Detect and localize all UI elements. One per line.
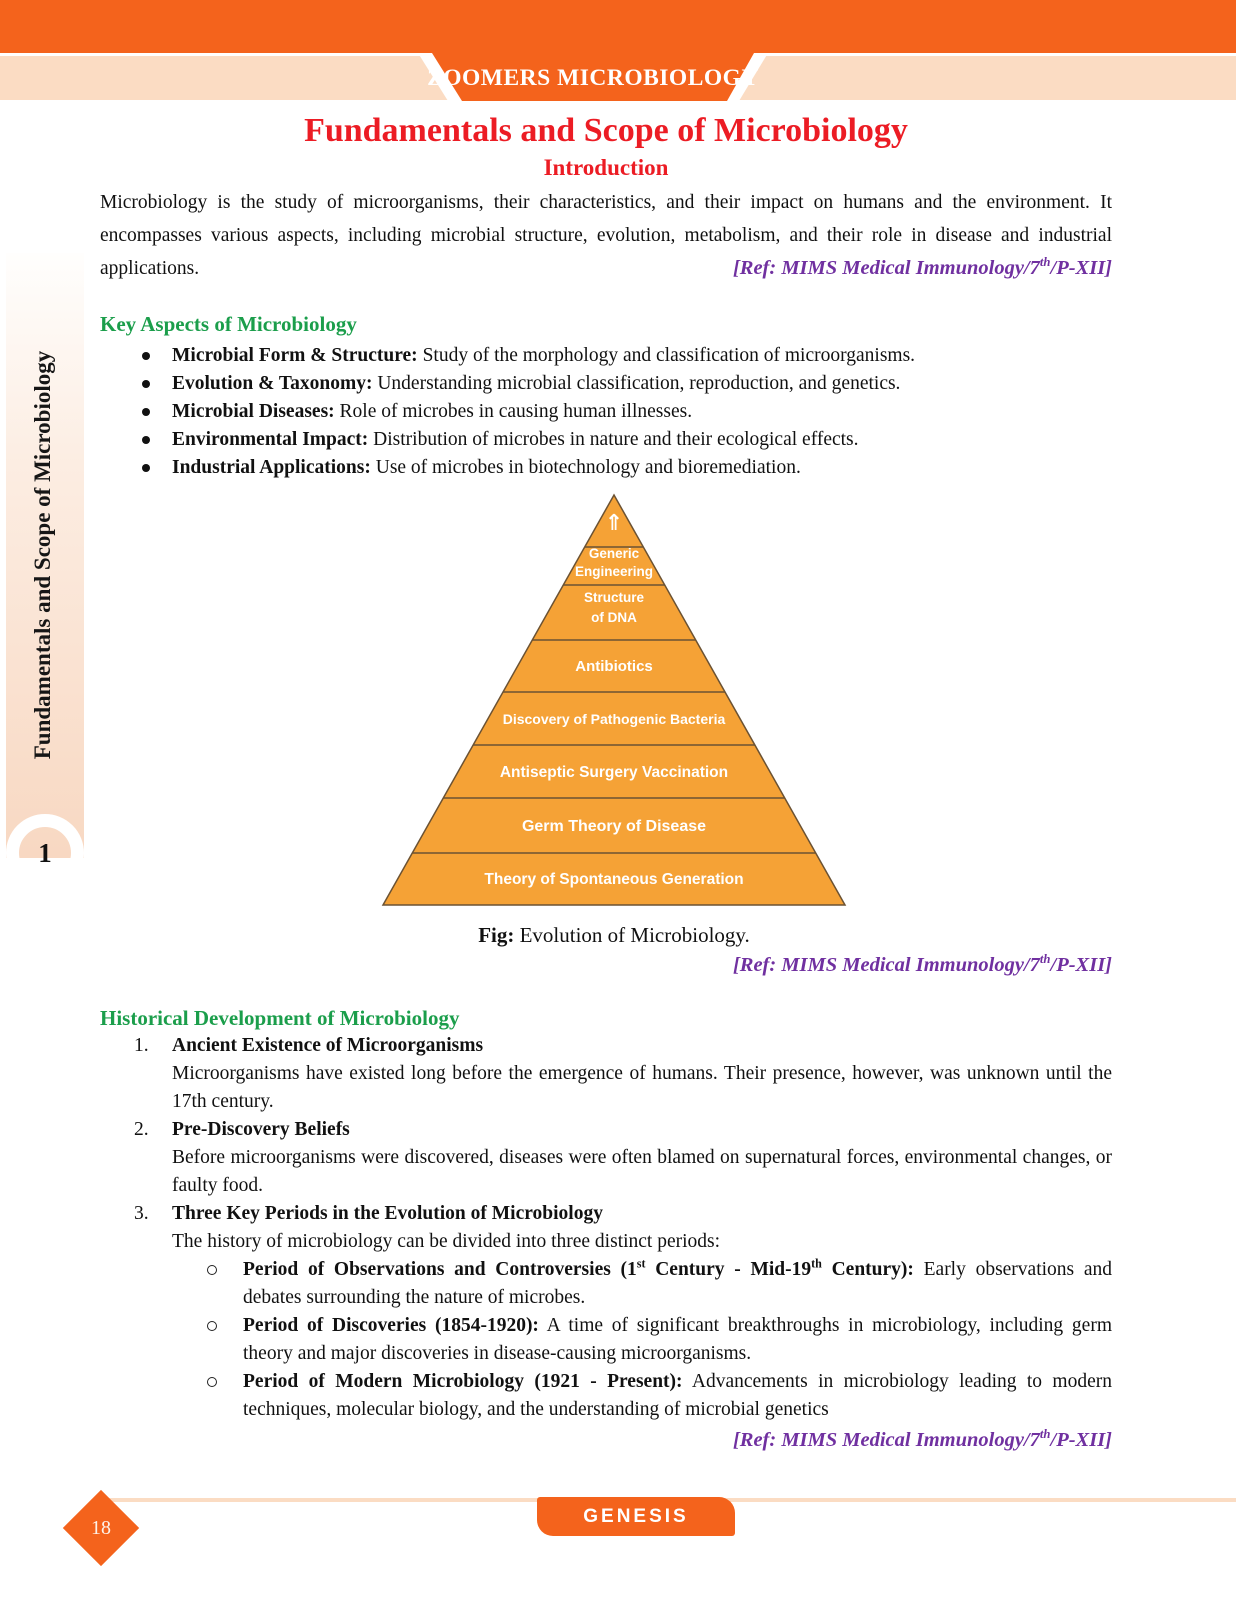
pyramid-level-label: Antiseptic Surgery Vaccination [499,764,729,781]
header-banner [405,53,785,101]
sub-item-label: Period of Discoveries (1854-1920): [243,1315,539,1336]
key-aspects-heading: Key Aspects of Microbiology [100,312,357,336]
item-number: 3. [134,1203,149,1224]
key-aspect-label: Microbial Diseases: [172,401,335,422]
sub-item-text: Early observations and debates surrounding the nature of microbes. [243,1259,1112,1308]
main-content [100,108,1112,1454]
key-aspect-item [100,426,1112,454]
pyramid-level-label: Structure of DNA [583,590,645,625]
sub-item-text: Advancements in microbiology leading to modern techniques, molecular biology, and the understanding of microbial genetics [243,1371,1112,1420]
section-introduction-heading: Introduction [543,155,669,180]
figure-caption-label: Fig: [478,923,515,947]
sub-bullet-item [100,1368,1112,1424]
key-aspect-text: Role of microbes in causing human illnesses. [339,401,693,422]
numbered-item [100,1200,1112,1424]
page-number-diamond [63,1490,139,1566]
key-aspect-text: Study of the morphology and classification of microorganisms. [422,345,916,366]
reference-citation: [Ref: MIMS Medical Immunology/7th/P-XII] [732,255,1112,279]
sub-bullet-item [100,1312,1112,1368]
sidebar-chapter-number: 1 [38,838,52,868]
sidebar-chapter-title: Fundamentals and Scope of Microbiology [30,350,55,760]
pyramid-level-label: Germ Theory of Disease [521,818,707,835]
circle-bullet-icon [207,1377,217,1387]
pyramid-level-label: Antibiotics [575,658,653,675]
numbered-item [100,1116,1112,1200]
numbered-item [100,1032,1112,1116]
item-number: 1. [134,1035,149,1056]
item-body: Microorganisms have existed long before the emergence of humans. Their presence, however, was unknown until the 17th century. [172,1063,1112,1112]
brand-badge: GENESIS [537,1497,735,1536]
reference-citation: [Ref: MIMS Medical Immunology/7th/P-XII] [732,952,1112,976]
sub-item-text: A time of significant breakthroughs in microbiology, including germ theory and major discoveries in disease-causing microorganisms. [243,1315,1112,1364]
key-aspect-item [100,370,1112,398]
sub-item-label: Period of Modern Microbiology (1921 - Present): [243,1371,683,1392]
sub-bullet-item [100,1256,1112,1312]
pyramid-level-label: Discovery of Pathogenic Bacteria [502,711,726,727]
page-number: 18 [91,1517,111,1539]
key-aspect-text: Distribution of microbes in nature and their ecological effects. [373,429,859,450]
bullet-icon [142,352,150,360]
sub-item-label: Period of Observations and Controversies (1st Century - Mid-19th Century): [243,1256,914,1280]
pyramid-level-label: Generic Engineering [574,546,654,579]
pyramid-level-label: Theory of Spontaneous Generation [484,871,744,888]
key-aspect-item [100,342,1112,370]
item-title: Three Key Periods in the Evolution of Microbiology [172,1203,603,1224]
figure-caption [379,921,849,949]
item-body: The history of microbiology can be divided into three distinct periods: [172,1231,721,1252]
key-aspect-label: Environmental Impact: [172,429,369,450]
bullet-icon [142,408,150,416]
bullet-icon [142,464,150,472]
key-aspects-list [100,342,1112,482]
reference-citation: [Ref: MIMS Medical Immunology/7th/P-XII] [732,1427,1112,1451]
key-aspect-text: Understanding microbial classification, reproduction, and genetics. [377,373,901,394]
evolution-pyramid-figure [379,490,849,913]
item-title: Ancient Existence of Microorganisms [172,1035,484,1056]
key-aspect-item [100,398,1112,426]
circle-bullet-icon [207,1321,217,1331]
intro-paragraph: Microbiology is the study of microorganisms, their characteristics, and their impact on humans and the environment. It encompasses various aspects, including microbial structure, evolution, metabolism, and their role in disease and industrial applications. [100,192,1112,279]
page-title: Fundamentals and Scope of Microbiology [304,112,908,149]
item-number: 2. [134,1119,149,1140]
key-aspect-label: Industrial Applications: [172,457,371,478]
figure-caption-text: Evolution of Microbiology. [519,923,750,947]
bullet-icon [142,380,150,388]
key-aspect-label: Evolution & Taxonomy: [172,373,373,394]
circle-bullet-icon [207,1265,217,1275]
item-body: Before microorganisms were discovered, diseases were often blamed on supernatural forces, environmental changes, or faulty food. [172,1147,1112,1196]
key-aspect-label: Microbial Form & Structure: [172,345,418,366]
pyramid-up-arrow-icon: ⇑ [604,511,624,536]
historical-list [100,1032,1112,1424]
item-title: Pre-Discovery Beliefs [172,1119,350,1140]
historical-development-heading: Historical Development of Microbiology [100,1006,460,1030]
key-aspect-text: Use of microbes in biotechnology and bioremediation. [375,457,801,478]
banner-title: ZOOMERS MICROBIOLOGY [427,65,759,91]
header-orange-bar [0,0,1236,53]
key-aspect-item [100,454,1112,482]
bullet-icon [142,436,150,444]
